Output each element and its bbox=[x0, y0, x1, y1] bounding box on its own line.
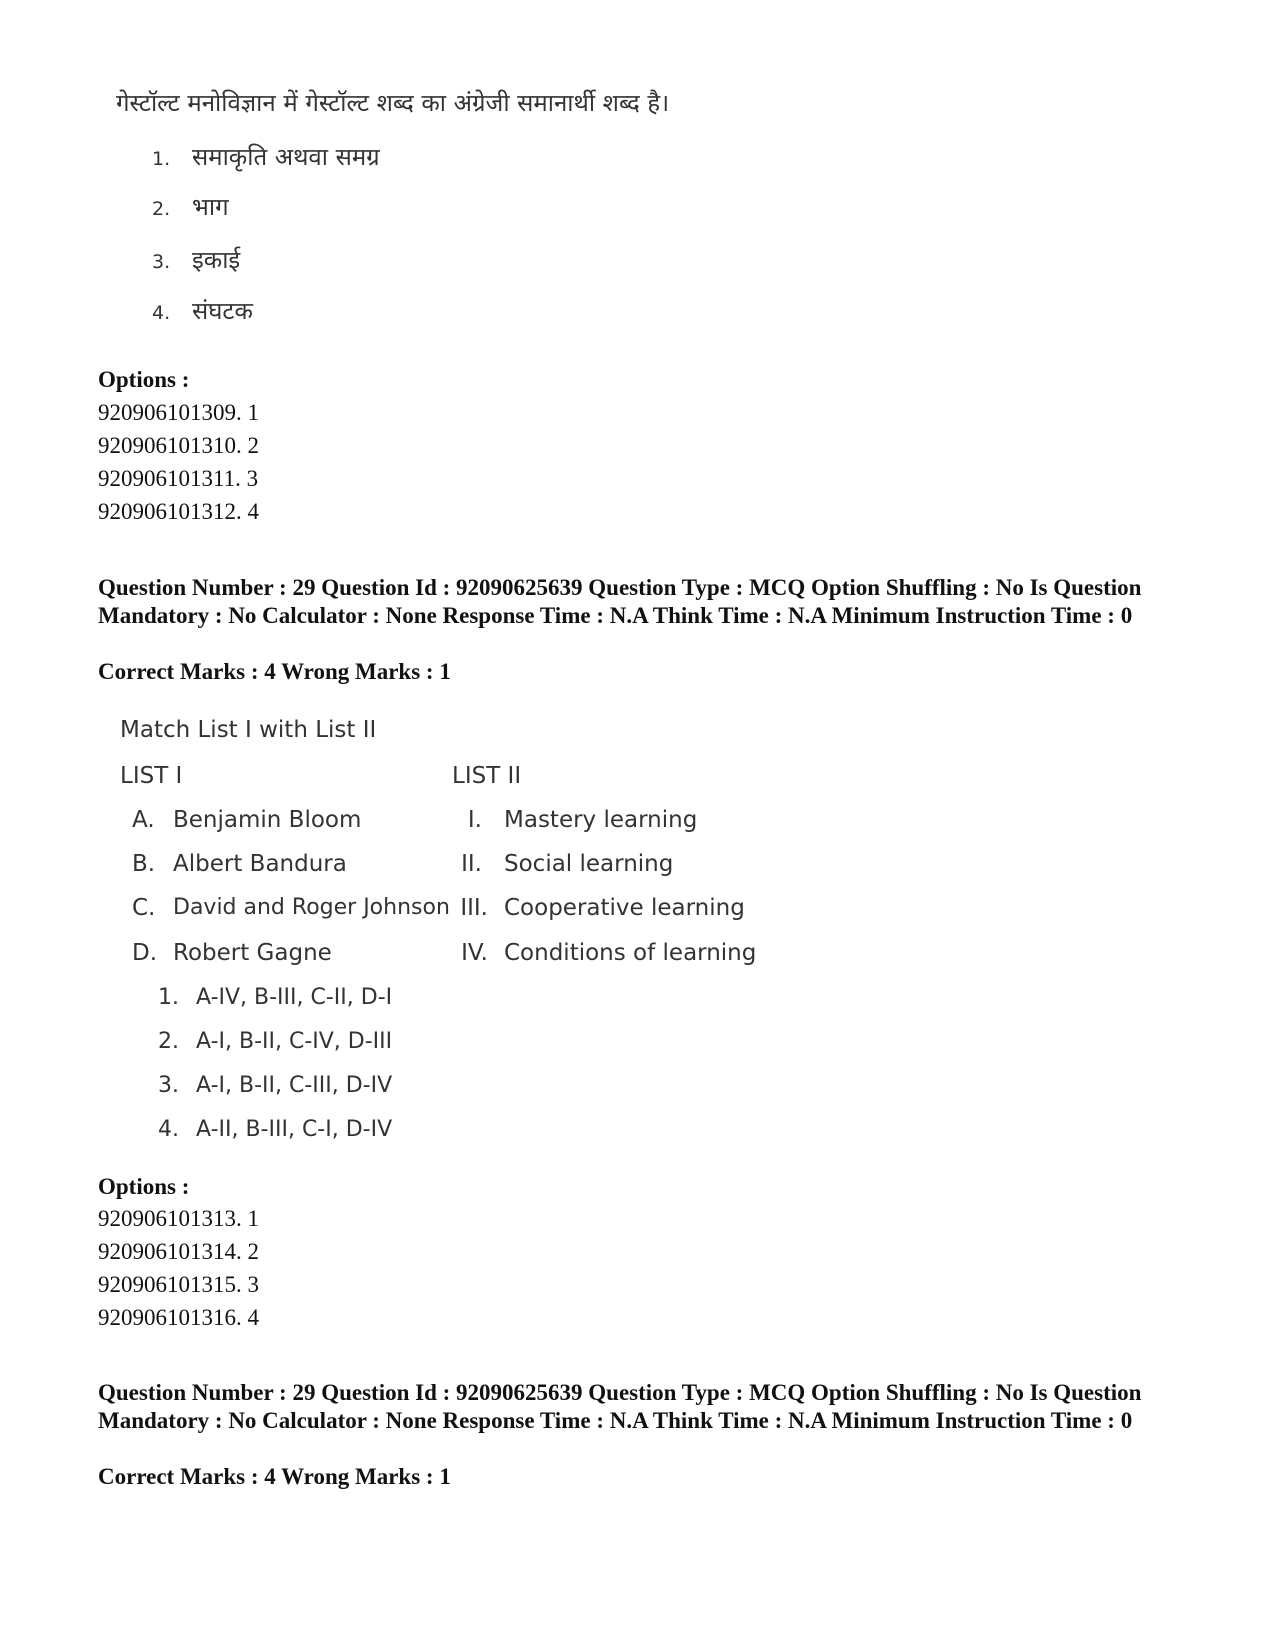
answer-choice bbox=[158, 1073, 392, 1098]
option-line: 920906101312. 4 bbox=[98, 499, 259, 524]
row-roman: III. bbox=[460, 895, 488, 921]
answer-text: A-II, B-III, C-I, D-IV bbox=[196, 1117, 393, 1142]
list2-header: LIST II bbox=[452, 763, 522, 789]
match-title: Match List I with List II bbox=[120, 717, 377, 743]
question-meta: Question Number : 29 Question Id : 92090625639 Question Type : MCQ Option Shuffling : No Is Question Mandatory : No Calculator : None Response Time : N.A Think Time : N.A Minimum Instruction Time : 0 bbox=[98, 1380, 1142, 1433]
options-heading: Options : bbox=[98, 367, 190, 392]
option-line: 920906101311. 3 bbox=[98, 466, 259, 491]
list1-item: Albert Bandura bbox=[173, 851, 347, 877]
answer-number: 3. bbox=[158, 1073, 179, 1098]
list2-item: Cooperative learning bbox=[504, 895, 745, 921]
choice-item bbox=[152, 243, 240, 276]
answer-choice bbox=[158, 1117, 392, 1142]
answer-choice bbox=[158, 985, 392, 1010]
choice-text: संघटक bbox=[192, 297, 253, 325]
list2-item: Mastery learning bbox=[504, 807, 698, 833]
choice-item bbox=[152, 190, 229, 223]
list1-header: LIST I bbox=[120, 763, 183, 789]
list1-item: David and Roger Johnson bbox=[173, 895, 450, 920]
option-line: 920906101310. 2 bbox=[98, 433, 259, 458]
answer-number: 2. bbox=[158, 1029, 179, 1054]
marks-line: Correct Marks : 4 Wrong Marks : 1 bbox=[98, 659, 451, 684]
row-roman: II. bbox=[461, 851, 482, 877]
list2-item: Conditions of learning bbox=[504, 940, 757, 966]
answer-text: A-I, B-II, C-III, D-IV bbox=[196, 1073, 393, 1098]
row-roman: IV. bbox=[461, 940, 488, 966]
choice-number: 3. bbox=[152, 251, 171, 273]
answer-text: A-IV, B-III, C-II, D-I bbox=[196, 985, 393, 1010]
answer-number: 4. bbox=[158, 1117, 179, 1142]
answer-number: 1. bbox=[158, 985, 179, 1010]
option-line: 920906101315. 3 bbox=[98, 1272, 259, 1297]
option-line: 920906101316. 4 bbox=[98, 1305, 259, 1330]
answer-text: A-I, B-II, C-IV, D-III bbox=[196, 1029, 393, 1054]
row-roman: I. bbox=[467, 807, 482, 833]
choice-text: समाकृति अथवा समग्र bbox=[192, 143, 380, 171]
answer-choice bbox=[158, 1029, 392, 1054]
choice-item bbox=[152, 140, 380, 173]
choice-text: इकाई bbox=[192, 246, 241, 274]
choice-text: भाग bbox=[192, 193, 229, 221]
option-line: 920906101314. 2 bbox=[98, 1239, 259, 1264]
row-letter: B. bbox=[132, 851, 156, 877]
choice-number: 4. bbox=[152, 302, 171, 324]
choice-item bbox=[152, 294, 253, 327]
option-line: 920906101313. 1 bbox=[98, 1206, 259, 1231]
row-letter: D. bbox=[132, 940, 158, 966]
row-letter: A. bbox=[132, 807, 155, 833]
row-letter: C. bbox=[132, 895, 156, 921]
option-line: 920906101309. 1 bbox=[98, 400, 259, 425]
choice-number: 2. bbox=[152, 198, 171, 220]
question-stem: गेस्टॉल्ट मनोविज्ञान में गेस्टॉल्ट शब्द का अंग्रेजी समानार्थी शब्द है। bbox=[116, 89, 670, 117]
list1-item: Robert Gagne bbox=[173, 940, 332, 966]
options-heading: Options : bbox=[98, 1174, 190, 1199]
question-meta: Question Number : 29 Question Id : 92090625639 Question Type : MCQ Option Shuffling : No Is Question Mandatory : No Calculator : None Response Time : N.A Think Time : N.A Minimum Instruction Time : 0 bbox=[98, 575, 1142, 628]
choice-number: 1. bbox=[152, 148, 171, 170]
list2-item: Social learning bbox=[504, 851, 674, 877]
marks-line: Correct Marks : 4 Wrong Marks : 1 bbox=[98, 1464, 451, 1489]
list1-item: Benjamin Bloom bbox=[173, 807, 362, 833]
